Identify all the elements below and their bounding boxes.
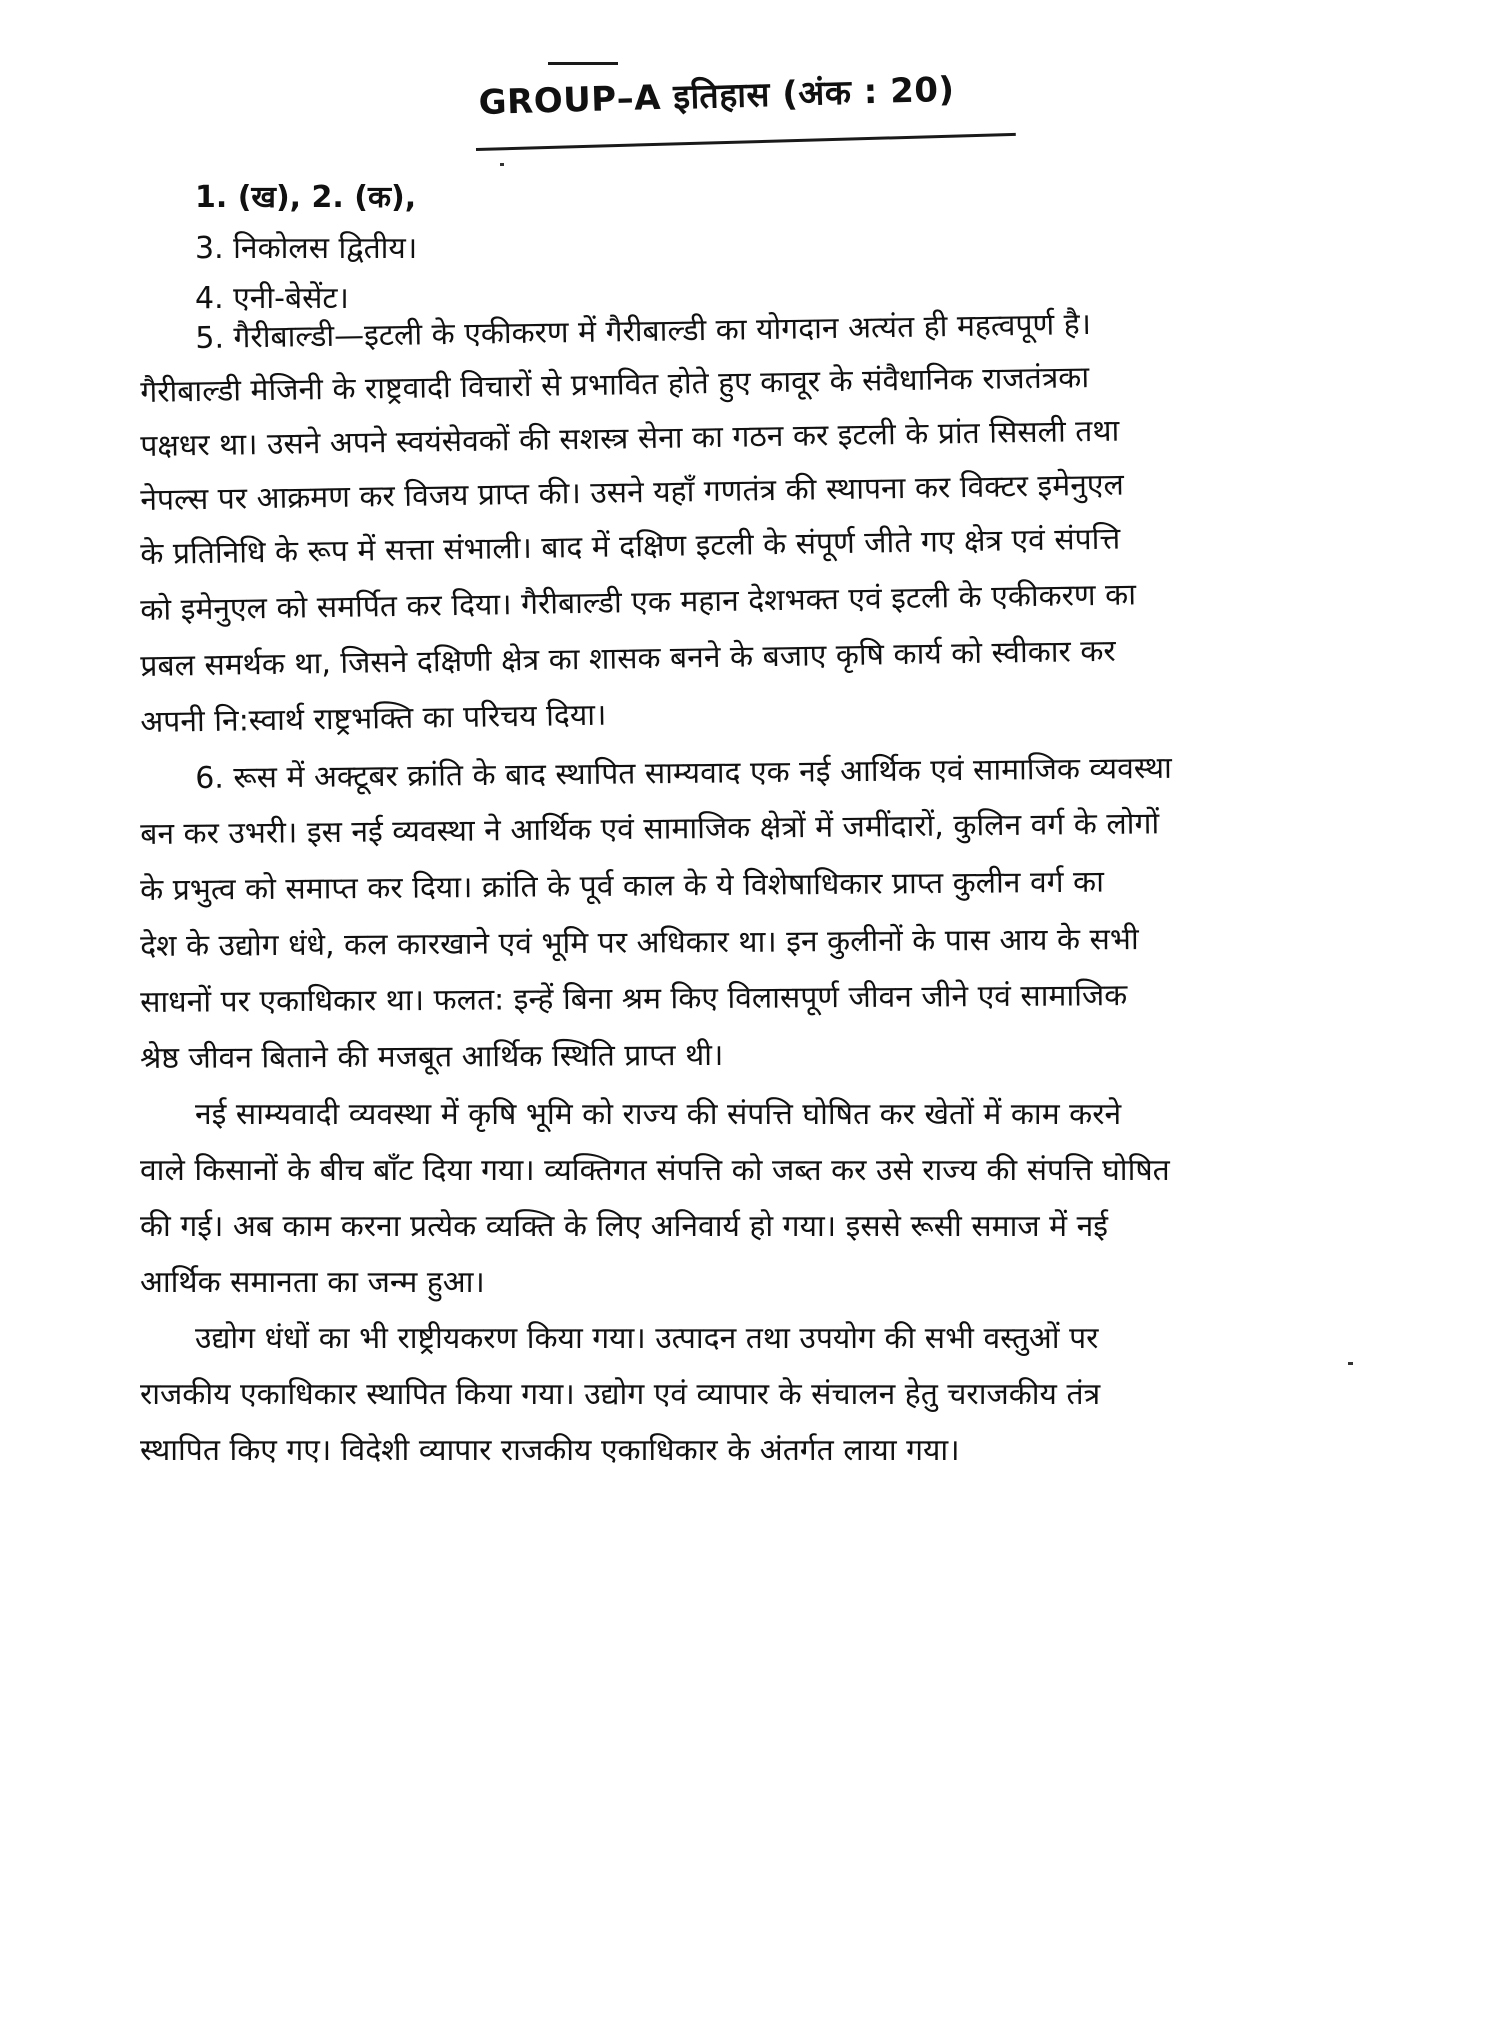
answer-5-line: अपनी नि:स्वार्थ राष्ट्रभक्ति का परिचय दिया।: [140, 697, 607, 740]
answer-1-2: 1. (ख), 2. (क),: [195, 180, 417, 215]
answer-5-line: प्रबल समर्थक था, जिसने दक्षिणी क्षेत्र का शासक बनने के बजाए कृषि कार्य को स्वीकार कर: [140, 633, 1116, 684]
heading-underline: [476, 133, 1016, 151]
heading-top-rule: [548, 62, 618, 65]
paragraph-2-line: की गई। अब काम करना प्रत्येक व्यक्ति के लिए अनिवार्य हो गया। इससे रूसी समाज में नई: [140, 1209, 1109, 1244]
answer-5-line: 5. गैरीबाल्डी—इटली के एकीकरण में गैरीबाल्डी का योगदान अत्यंत ही महत्वपूर्ण है।: [195, 306, 1092, 356]
answer-6-line: 6. रूस में अक्टूबर क्रांति के बाद स्थापित साम्यवाद एक नई आर्थिक एवं सामाजिक व्यवस्था: [195, 750, 1172, 796]
paragraph-2-line: नई साम्यवादी व्यवस्था में कृषि भूमि को राज्य की संपत्ति घोषित कर खेतों में काम करने: [195, 1097, 1122, 1132]
answer-5-line: को इमेनुएल को समर्पित कर दिया। गैरीबाल्डी एक महान देशभक्त एवं इटली के एकीकरण का: [140, 577, 1137, 628]
answer-6-line: बन कर उभरी। इस नई व्यवस्था ने आर्थिक एवं सामाजिक क्षेत्रों में जमींदारों, कुलिन वर्ग के लोगों: [140, 806, 1160, 852]
paragraph-2-line: वाले किसानों के बीच बाँट दिया गया। व्यक्तिगत संपत्ति को जब्त कर उसे राज्य की संपत्ति घोषित: [140, 1153, 1170, 1188]
paragraph-3-line: स्थापित किए गए। विदेशी व्यापार राजकीय एकाधिकार के अंतर्गत लाया गया।: [140, 1433, 960, 1468]
answer-6-line: साधनों पर एकाधिकार था। फलत: इन्हें बिना श्रम किए विलासपूर्ण जीवन जीने एवं सामाजिक: [140, 978, 1128, 1020]
answer-6-line: श्रेष्ठ जीवन बिताने की मजबूत आर्थिक स्थिति प्राप्त थी।: [140, 1037, 724, 1076]
answer-3: 3. निकोलस द्वितीय।: [195, 231, 418, 266]
answer-6-line: देश के उद्योग धंधे, कल कारखाने एवं भूमि पर अधिकार था। इन कुलीनों के पास आय के सभी: [140, 922, 1139, 964]
answer-5-line: पक्षधर था। उसने अपने स्वयंसेवकों की सशस्त्र सेना का गठन कर इटली के प्रांत सिसली तथा: [140, 413, 1120, 464]
heading-block: [468, 56, 1028, 156]
answer-6-line: के प्रभुत्व को समाप्त कर दिया। क्रांति के पूर्व काल के ये विशेषाधिकार प्राप्त कुलीन वर्ग का: [140, 864, 1105, 908]
paragraph-3-line: उद्योग धंधों का भी राष्ट्रीयकरण किया गया। उत्पादन तथा उपयोग की सभी वस्तुओं पर: [195, 1321, 1099, 1356]
answer-5-line: के प्रतिनिधि के रूप में सत्ता संभाली। बाद में दक्षिण इटली के संपूर्ण जीते गए क्षेत्र एवं संपत्ति: [140, 521, 1121, 572]
page-title: GROUP–A इतिहास (अंक : 20): [478, 69, 956, 123]
answer-4: 4. एनी-बेसेंट।: [195, 281, 349, 316]
paragraph-2-line: आर्थिक समानता का जन्म हुआ।: [140, 1265, 485, 1300]
answer-5-line: गैरीबाल्डी मेजिनी के राष्ट्रवादी विचारों से प्रभावित होते हुए कावूर के संवैधानिक राजतंत्रका: [140, 360, 1090, 410]
paragraph-3-line: राजकीय एकाधिकार स्थापित किया गया। उद्योग एवं व्यापार के संचालन हेतु चराजकीय तंत्र: [140, 1377, 1101, 1412]
stray-mark: [1348, 1362, 1353, 1365]
stray-mark: [500, 163, 504, 166]
answer-5-line: नेपल्स पर आक्रमण कर विजय प्राप्त की। उसने यहाँ गणतंत्र की स्थापना कर विक्टर इमेनुएल: [140, 467, 1125, 518]
